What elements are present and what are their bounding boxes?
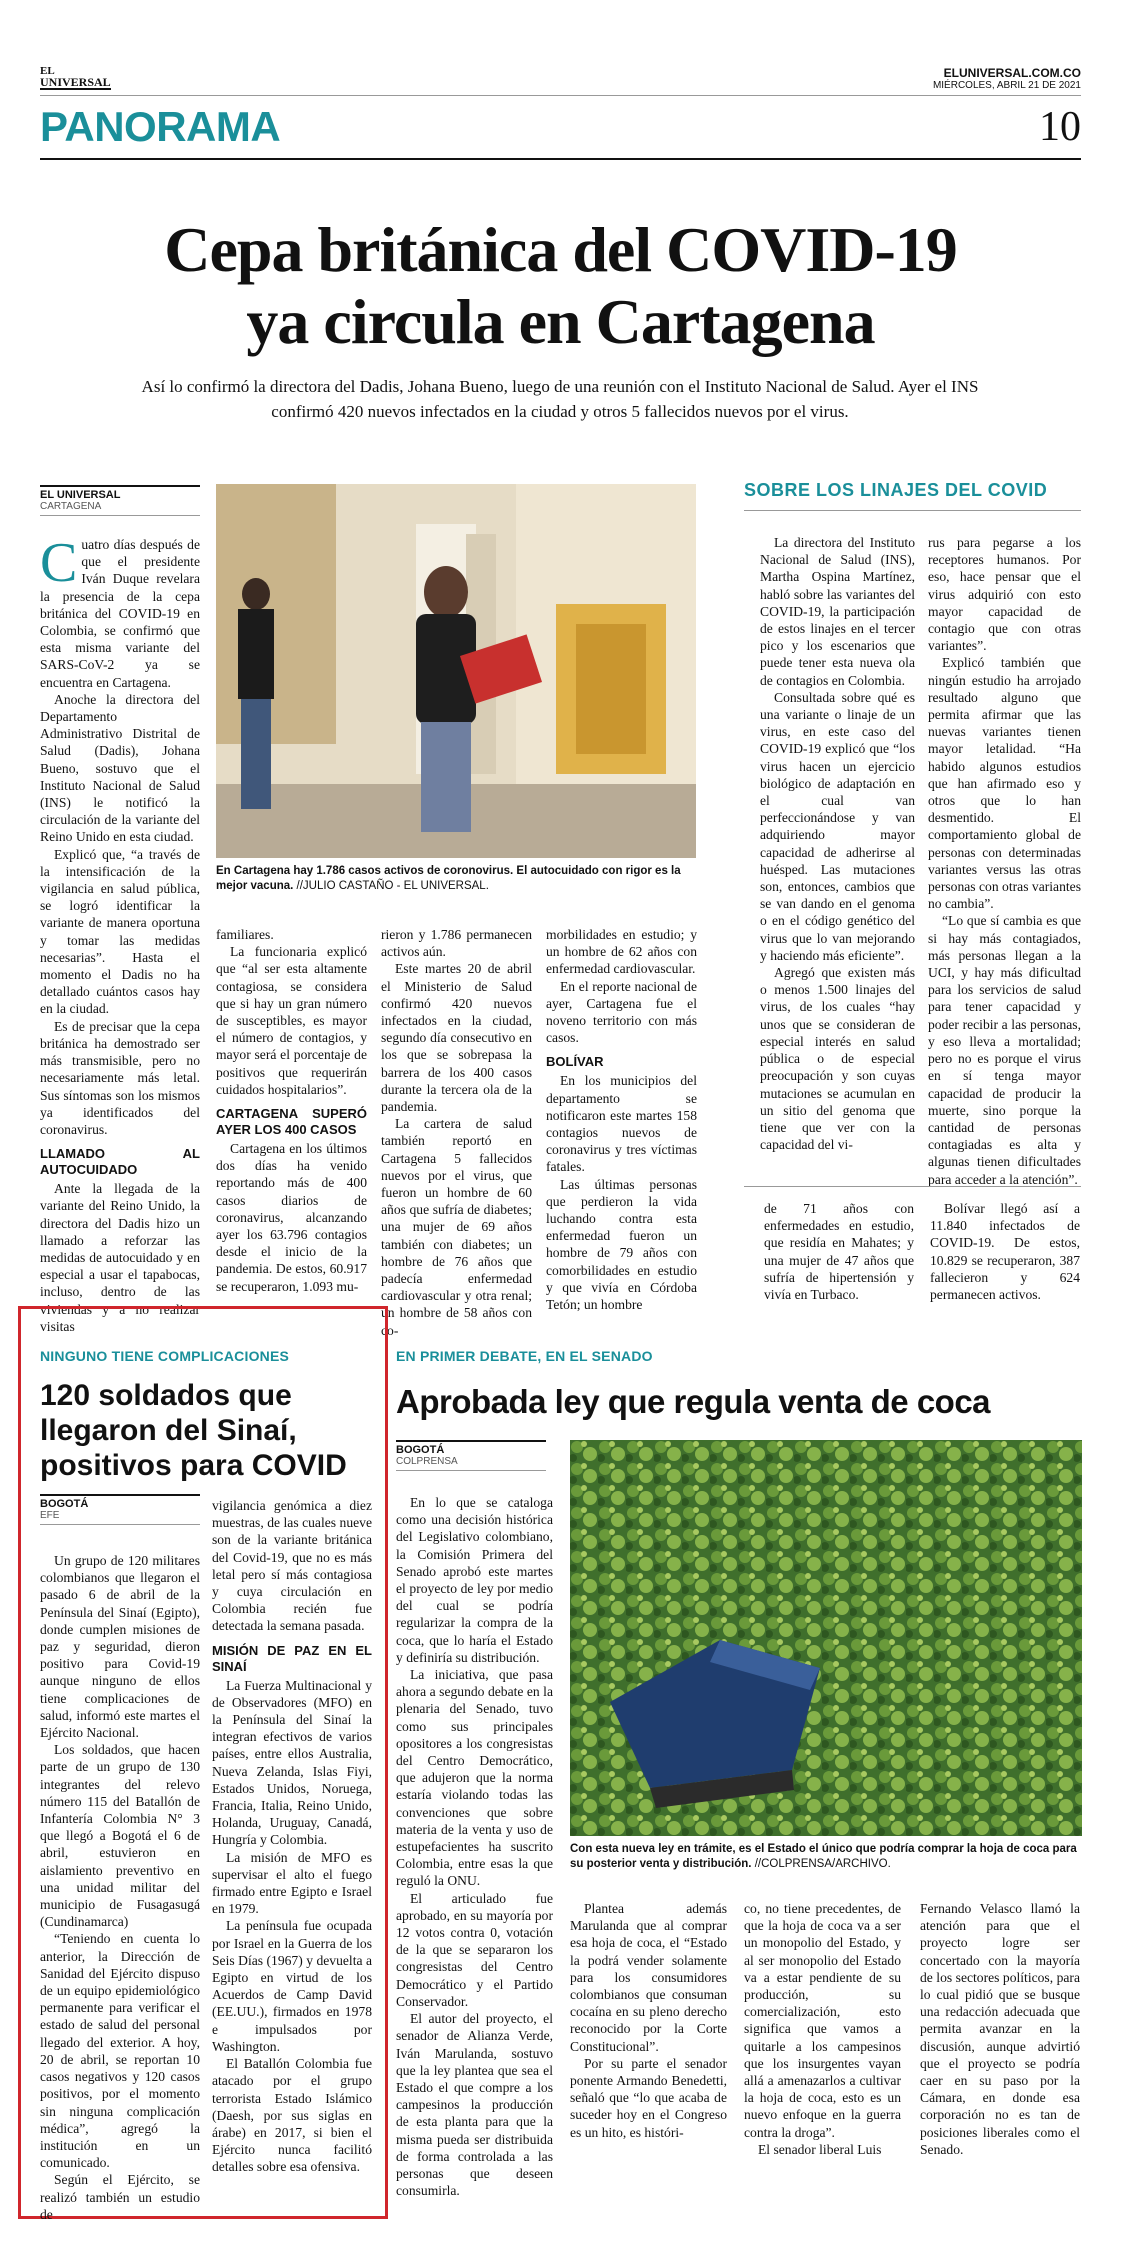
issue-date: MIÉRCOLES, ABRIL 21 DE 2021 bbox=[932, 80, 1081, 91]
page-number: 10 bbox=[1039, 104, 1081, 150]
section-title: PANORAMA bbox=[40, 103, 281, 150]
sidebar-col-a: La directora del Instituto Nacional de Salud (INS), Martha Ospina Martínez, habló sobre las variantes del COVID-19, la participación de estos linajes en el tercer pico y los escenarios que puede tener esta nueva ola de contagios en Colombia. Consultada sobre qué es una variante o linaje de un virus, en este caso del COVID-19 explicó que “los virus hacen un ejercicio biológico de adaptación en el cual van perfeccionándose y van adquiriendo mayor capacidad de adherirse al huésped. Las mutaciones son, entonces, cambios que se van dando en el genoma o en el código genético del virus que lo van mejorando y haciendo más eficiente”. Agregó que existen más o menos 1.500 linajes del virus, de los cuales “hay unos que se consideran de especial interés en salud pública o de especial preocupación y son cuyas mutaciones se acumulan en un sitio del genoma que tiene que ver con la capacidad del vi- bbox=[760, 535, 915, 1153]
site-url: ELUNIVERSAL.COM.CO bbox=[943, 66, 1081, 80]
main-headline: Cepa británica del COVID-19 ya circula en Cartagena bbox=[164, 214, 957, 357]
coca-photo-caption: Con esta nueva ley en trámite, es el Estado el único que podría comprar la hoja de coca para su posterior venta y distribución. //COLPRENSA/ARCHIVO. bbox=[570, 1843, 1077, 1870]
coca-field-illustration bbox=[570, 1440, 1082, 1836]
coca-col-4: Fernando Velasco llamó la atención para que el proyecto logre ser concertado con la mayoría de los sectores políticos, para lo cual pidió que se busque una redacción adecuada que permita avanzar en la discusión, aunque advirtió que el proyecto se podría caer en su paso por la Cámara, en donde esa corporación no es tan de posiciones liberales como el Senado. bbox=[920, 1901, 1080, 2157]
continuation-col-2: Bolívar llegó así a 11.840 infectados de COVID-19. De estos, 10.829 se recuperaron, 387 fallecieron y 624 permanecen activos. bbox=[930, 1201, 1080, 1303]
street-scene-illustration bbox=[216, 484, 696, 858]
main-col-4: morbilidades en estudio; y un hombre de 62 años con enfermedad cardiovascular. En el reporte nacional de ayer, Cartagena fue el noveno territorio con más casos. BOLÍVAR En los municipios del departamento se notificaron este martes 158 contagios nuevos de coronavirus y tres víctimas fatales. Las últimas personas que perdieron la vida luchando contra esta enfermedad fueron un hombre de 79 años con comorbilidades en estudio y que vivía en Córdoba Tetón; un hombre bbox=[546, 927, 697, 1313]
coca-col-1: En lo que se cataloga como una decisión histórica del Legislativo colombiano, la Comisión Primera del Senado aprobó este martes el proyecto de ley por medio del cual se podría regularizar la compra de la coca, que lo haría el Estado y definiría su distribución. La iniciativa, que pasa ahora a segundo debate en la plenaria del Senado, tuvo como sus principales opositores a los congresistas del Centro Democrático, que adujeron que la norma estaría violando todas las convenciones que sobre materia de la venta y uso de estupefacientes ha suscrito Colombia, entre esas la que reguló la ONU. El articulado fue aprobado, en su mayoría por 12 votos contra 0, votación de la que se separaron los congresistas del Centro Democrático y el Partido Conservador. El autor del proyecto, el senador de Alianza Verde, Iván Marulanda, sostuvo que la ley plantea que sea el Estado el que compre a los campesinos la producción de esta planta para que la misma pueda ser distribuida de forma controlada a las personas que deseen consumirla. bbox=[396, 1495, 553, 2199]
coca-col-3: co, no tiene precedentes, de que la hoja de coca va a ser un monopolio del Estado, y al ser monopolio del Estado va a estar pendiente de su producción, su comercialización, esto significa que vamos a quitarle a los campesinos que los insurgentes vayan allá a amenazarlos a cultivar la hoja de coca, esto es un nuevo enfoque en la guerra contra la droga”. El senador liberal Luis bbox=[744, 1901, 901, 2157]
continuation-col-1: de 71 años con enfermedades en estudio, que residía en Mahates; y una mujer de 47 años que sufría de hipertensión y vivía en Turbaco. bbox=[764, 1201, 914, 1303]
soldiers-col-1: Un grupo de 120 militares colombianos que llegaron el pasado 6 de abril de la Península del Sinaí (Egipto), donde cumplen misiones de paz y seguridad, dieron positivo para Covid-19 aunque ninguno de ellos tiene complicaciones de salud, informó este martes el Ejército Nacional. Los soldados, que hacen parte de un grupo de 130 integrantes del relevo número 115 del Batallón de Infantería Colombia N° 3 que llegó a Bogotá el 6 de abril, estuvieron en aislamiento preventivo en una unidad militar del municipio de Fusagasugá (Cundinamarca) “Teniendo en cuenta lo anterior, la Dirección de Sanidad del Ejército dispuso de un equipo epidemiológico permanente para verificar el estado de salud del personal llegado del exterior. A hoy, 20 de abril, se reportan 10 casos negativos y 120 casos positivos, por el momento sin ninguna complicación médica”, agregó la institución en un comunicado. Según el Ejército, se realizó también un estudio de bbox=[40, 1553, 200, 2222]
coca-kicker: EN PRIMER DEBATE, EN EL SENADO bbox=[396, 1348, 653, 1364]
soldiers-byline: BOGOTÁ EFE bbox=[40, 1494, 200, 1525]
sidebar-title: SOBRE LOS LINAJES DEL COVID bbox=[744, 480, 1048, 500]
main-photo bbox=[216, 484, 696, 858]
soldiers-col-2: vigilancia genómica a diez muestras, de las cuales nueve son de la variante británica del Covid-19, que no es más letal pero sí más contagiosa y cuya circulación en Colombia recién fue detectada la semana pasada. MISIÓN DE PAZ EN EL SINAÍ La Fuerza Multinacional y de Observadores (MFO) en la Península del Sinaí la integran efectivos de varios países, entre ellos Australia, Nueva Zelanda, Islas Fiyi, Estados Unidos, Noruega, Francia, Italia, Reino Unido, Holanda, Uruguay, Canadá, Hungría y Colombia. La misión de MFO es supervisar el alto el fuego firmado entre Egipto e Israel en 1979. La península fue ocupada por Israel en la Guerra de los Seis Días (1967) y devuelta a Egipto en virtud de los Acuerdos de Camp David (EE.UU.), firmados en 1978 e impulsados por Washington. El Batallón Colombia fue atacado por el grupo terrorista Estado Islámico (Daesh, por sus siglas en árabe) en 2017, si bien el Ejército nunca facilitó detalles sobre esa ofensiva. bbox=[212, 1498, 372, 2175]
main-photo-caption: En Cartagena hay 1.786 casos activos de coronovirus. El autocuidado con rigor es la mejor vacuna. //JULIO CASTAÑO - EL UNIVERSAL. bbox=[216, 865, 681, 892]
header-rule bbox=[40, 95, 1081, 96]
main-col-2: familiares. La funcionaria explicó que “al ser esta altamente contagiosa, se considera que si hay un gran número de susceptibles, es mayor el número de contagios, y mayor será el porcentaje de positivos que requerirán cuidados hospitalarios”. CARTAGENA SUPERÓ AYER LOS 400 CASOS Cartagena en los últimos dos días ha venido reportando más de 400 casos diarios de coronavirus, alcanzando ayer los 63.796 contagios desde el inicio de la pandemia. De estos, 60.917 se recuperaron, 1.093 mu- bbox=[216, 927, 367, 1294]
header-bottom-rule bbox=[40, 158, 1081, 160]
coca-headline: Aprobada ley que regula venta de coca bbox=[396, 1383, 991, 1420]
coca-photo bbox=[570, 1440, 1082, 1836]
main-col-1: Cuatro días después de que el presidente Iván Duque revelara la presencia de la cepa británica del COVID-19 en Colombia, se confirmó que esta misma variante del SARS-CoV-2 ya se encuentra en Cartagena. Anoche la directora del Departamento Administrativo Distrital de Salud (Dadis), Johana Bueno, sostuvo que el Instituto Nacional de Salud (INS) le notificó la circulación de la variante del Reino Unido en esta ciudad. Explicó que, “a través de la intensificación de la vigilancia en salud pública, se logró identificar la variante de manera oportuna y tomar las medidas necesarias”. Hasta el momento el Dadis no ha detallado cuántos casos hay en la ciudad. Es de precisar que la cepa británica ha demostrado ser más transmisible, pero no necesariamente más letal. Sus síntomas son los mismos ya identificados del coronavirus. LLAMADO AL AUTOCUIDADO Ante la llegada de la variante del Reino Unido, la directora del Dadis hizo un llamado a reforzar las medidas de autocuidado y en especial a usar el tapabocas, incluso, dentro de las viviendas y a no realizar visitas bbox=[40, 532, 200, 1334]
soldiers-headline: 120 soldados que llegaron del Sinaí, positivos para COVID bbox=[40, 1379, 347, 1482]
main-col-3: rieron y 1.786 permanecen activos aún. Este martes 20 de abril el Ministerio de Salud confirmó 420 nuevos infectados en la ciudad, segundo día consecutivo en los que se sobrepasa la barrera de los 400 casos durante la tercera ola de la pandemia. La cartera de salud también reportó en Cartagena 5 fallecidos nuevos por el virus, que fueron un hombre de 60 años que sufría de diabetes; una mujer de 69 años también con diabetes; un hombre de 76 años que padecía enfermedad cardiovascular y otra renal; un hombre de 58 años con co- bbox=[381, 927, 532, 1338]
soldiers-kicker: NINGUNO TIENE COMPLICACIONES bbox=[40, 1348, 290, 1364]
main-deck: Así lo confirmó la directora del Dadis, Johana Bueno, luego de una reunión con el Instituto Nacional de Salud. Ayer el INS confirmó 420 nuevos infectados en la ciudad y otros 5 fallecidos nuevos por el virus. bbox=[141, 377, 979, 421]
coca-byline: BOGOTÁ COLPRENSA bbox=[396, 1440, 546, 1471]
coca-col-2: Plantea además Marulanda que al comprar esa hoja de coca, el “Estado la podrá vender solamente para los consumidores colombianos que consuman cocaína en su pleno derecho reconocido por la Corte Constitucional”. Por su parte el senador ponente Armando Benedetti, señaló que “lo que acaba de suceder hoy en el Congreso es un hito, es históri- bbox=[570, 1901, 727, 2140]
sidebar-bottom-rule bbox=[744, 1186, 1081, 1187]
main-byline: EL UNIVERSAL CARTAGENA bbox=[40, 485, 200, 516]
drop-cap: C bbox=[40, 532, 78, 594]
sidebar-rule bbox=[744, 510, 1081, 511]
sidebar-col-b: rus para pegarse a los receptores humanos. Por eso, hace pensar que el virus adquirió con esto mayor capacidad de contagio que con otras variantes”. Explicó también que ningún estudio ha arrojado resultado alguno que permita afirmar que las nuevas variantes tienen mayor letalidad. “Ha habido algunos estudios que han afirmado eso y otros que lo han desmentido. El comportamiento global de personas con determinadas variantes versus las otras personas con otras variantes no cambia”. “Lo que sí cambia es que si hay más contagiados, más personas llegan a la UCI, y hay más dificultad para los servicios de salud para tener capacidad y poder recibir a las personas, y eso lleva a mortalidad; pero no es porque el virus en sí tenga mayor capacidad de producir la muerte, sino porque la cantidad de personas contagiadas es alta y algunas tienen dificultades para acceder a la atención”. bbox=[928, 535, 1081, 1187]
masthead-logo: EL UNIVERSAL bbox=[40, 65, 111, 89]
